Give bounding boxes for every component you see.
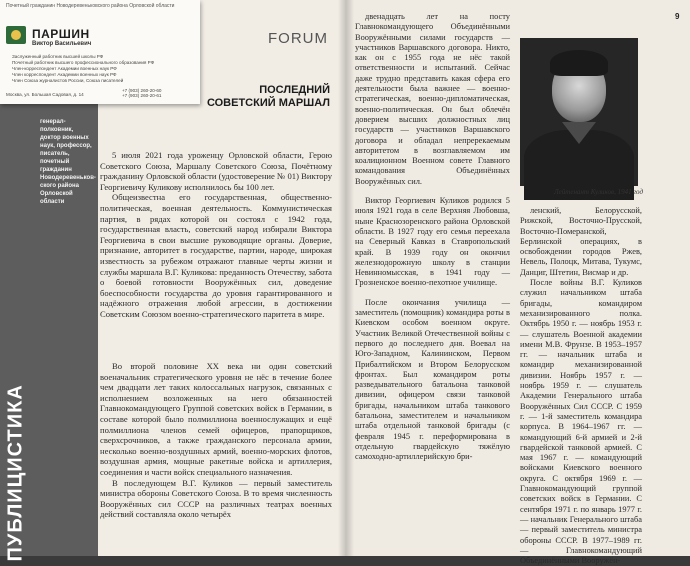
- portrait-photo: [520, 38, 638, 186]
- photo-caption: Лейтенант Куликов, 1941 год: [553, 188, 643, 196]
- page-gutter: [338, 0, 354, 556]
- card-honorary-title: Почетный гражданин Новодеревеньковского района Орловской области: [6, 3, 175, 9]
- credential-line: ского района: [40, 183, 79, 189]
- credential-line: почетный: [40, 159, 70, 165]
- card-titles: [12, 54, 182, 84]
- credential-line: наук, профессор,: [40, 143, 92, 149]
- title-line: СОВЕТСКИЙ МАРШАЛ: [206, 97, 330, 109]
- credential-line: Новодеревеньков-: [40, 175, 96, 181]
- paragraph: Во второй половине XX века ни один советский военачальник стратегического уровня не нёс в течение более чем двадцати лет таких колоссальных нагрузок, связанных с исполнением возложенных на него обязанностей Главнокомандующего Группой советских войск в Германии, в составе которой было полмиллиона военнослужащих и ещё полмиллиона членов семей офицеров, прапорщиков, сверхсрочников, а также гражданского персонала армии, несколько военно-воздушных армий, военно-морских флотов, воздушная армия, мощные ракетные войска и артиллерия, соединения и части войск специального назначения.: [100, 361, 332, 477]
- card-title-line: Член Союза журналистов России, Союза писателей: [12, 78, 124, 83]
- phone-number: +7 (903) 260-20-60: [122, 88, 162, 93]
- card-surname: ПАРШИН: [32, 27, 90, 41]
- article-body-lower: [100, 361, 332, 520]
- paragraph: двенадцать лет на посту Главнокомандующего Объединёнными Вооружёнными силами государств — участников Варшавского договора. Никто, как он с 1955 года не нёс такой ответственности и испытаний. Сейчас даже трудно представить какая сфера его деятельности была важнее — военно-стратегическая, военно-дипломатическая, военно-политическая. Он был облечён доверием высших должностных лиц государств — участников Варшавского договора и обладал непререкаемым авторитетом в возглавляемом им коалиционном Военном совете Главного командования Объединённых Вооружённых сил.: [355, 12, 510, 186]
- forum-logo: FORUM: [268, 30, 328, 47]
- card-title-line: Член корреспондент Академии военных наук РФ: [12, 72, 117, 77]
- card-title-line: Член-корреспондент Академии военных наук РФ: [12, 66, 117, 71]
- paragraph: 5 июля 2021 года уроженцу Орловской области, Герою Советского Союза, Маршалу Советского Союза, Почётному гражданину Орловской области (удостоверение № 01) Виктору Георгиевичу Куликову исполнилось бы 100 лет.: [100, 150, 332, 192]
- card-title-line: Заслуженный работник высшей школы РФ: [12, 54, 104, 59]
- article-title: [190, 84, 330, 110]
- title-line: ПОСЛЕДНИЙ: [259, 84, 330, 96]
- paragraph: ленский, Белорусской, Рижской, Восточно-Прусской, Восточно-Померанской, Берлинской операциях, в освобождении городов Ржев, Невель, Полоцк, Митава, Тукумс, Данциг, Штетин, Висмар и др.: [520, 206, 642, 277]
- paragraph: Общеизвестна его государственная, общественно-политическая, военная деятельность. Коммунистическая партия, в рядах которой он состоял с 1942 года, государственная власть, советский народ избирали Виктора Георгиевича в свои высшие руководящие органы. Доверие, признание, авторитет в государстве, партии, народе, широкая известность за рубежом отражают главные черты жизни и службы маршала В.Г. Куликова: преданность Отечеству, забота о боевой готовности Вооружённых сил, доведение боеспособности государства до уровня гарантированного и надёжного отражения любой агрессии, в достижении Советским Союзом военно-стратегического паритета в мире.: [100, 192, 332, 319]
- paragraph: В последующем В.Г. Куликов — первый заместитель министра обороны Советского Союза. В то время численность Вооружённых сил СССР на различных театрах военных действий составляла около четырёх: [100, 477, 332, 520]
- right-page: [345, 0, 690, 566]
- card-phones: [122, 88, 161, 98]
- author-credentials: [40, 118, 96, 206]
- article-body-upper: [100, 150, 332, 320]
- page-number: 9: [675, 12, 680, 21]
- credential-line: гражданин: [40, 167, 72, 173]
- credential-line: Орловской области: [40, 191, 73, 205]
- hair-shape: [550, 50, 608, 76]
- section-label: ПУБЛИЦИСТИКА: [4, 384, 27, 562]
- paragraph: После окончания училища — заместитель (помощник) командира роты в Киевском особом военном округе. Участник Великой Отечественной войны с первого до последнего дня. Воевал на Юго-Западном, Калининском, Первом Прибалтийском и Втором Белорусском фронтах. Был командиром роты разведывательного батальона танковой дивизии, офицером связи танковой бригады, начальником штаба танкового батальона, заместителем и начальником штаба отдельной танковой бригады (с февраля 1945 г. переформирована в отдельную гвардейскую тяжёлую самоходно-артиллерийскую бри-: [355, 297, 510, 462]
- card-address: Москва, ул. Большая Садовая, д. 14: [6, 92, 84, 97]
- credential-line: генерал-полковник,: [40, 119, 74, 133]
- card-title-line: Почетный работник высшего профессионального образования РФ: [12, 60, 155, 65]
- article-column-1: [355, 12, 510, 462]
- article-column-2: [520, 206, 642, 566]
- paragraph: После войны В.Г. Куликов служил начальником штаба бригады, командиром механизированного полка. Октябрь 1950 г. — ноябрь 1953 г. — слушатель Военной академии имени М.В. Фрунзе. В 1953–1957 гг. — начальник штаба и командир механизированной дивизии. Ноябрь 1957 г. — ноябрь 1959 г. — слушатель Академии Генерального штаба Вооружённых Сил СССР. С 1959 г. — 1-й заместитель командира корпуса. В 1964–1967 гг. — командующий 6-й армией и 2-й гвардейской танковой армией. С мая 1967 г. — командующий войсками Киевского военного округа. С октября 1969 г. — Главнокомандующий группой советских войск в Германии. С сентября 1971 г. по январь 1977 г. — начальник Генерального штаба — первый заместитель министра обороны СССР. В 1977–1989 гг. — Главнокомандующий Объединёнными Вооружён-: [520, 278, 642, 566]
- credential-line: доктор военных: [40, 135, 89, 141]
- emblem-icon: [6, 26, 26, 44]
- card-given-name: Виктор Васильевич: [32, 41, 92, 47]
- business-card: [0, 0, 200, 104]
- phone-number: +7 (903) 260-20-61: [122, 93, 162, 98]
- paragraph: Виктор Георгиевич Куликов родился 5 июля 1921 года в селе Верхняя Любовша, ныне Краснозоренского района Орловской области. В 1927 году его семья переехала на Северный Кавказ в Ставропольский край. В 1939 году он окончил железнодорожную школу в станции Невинномысская, в 1941 году — Грозненское военно-пехотное училище.: [355, 196, 510, 288]
- credential-line: писатель,: [40, 151, 70, 157]
